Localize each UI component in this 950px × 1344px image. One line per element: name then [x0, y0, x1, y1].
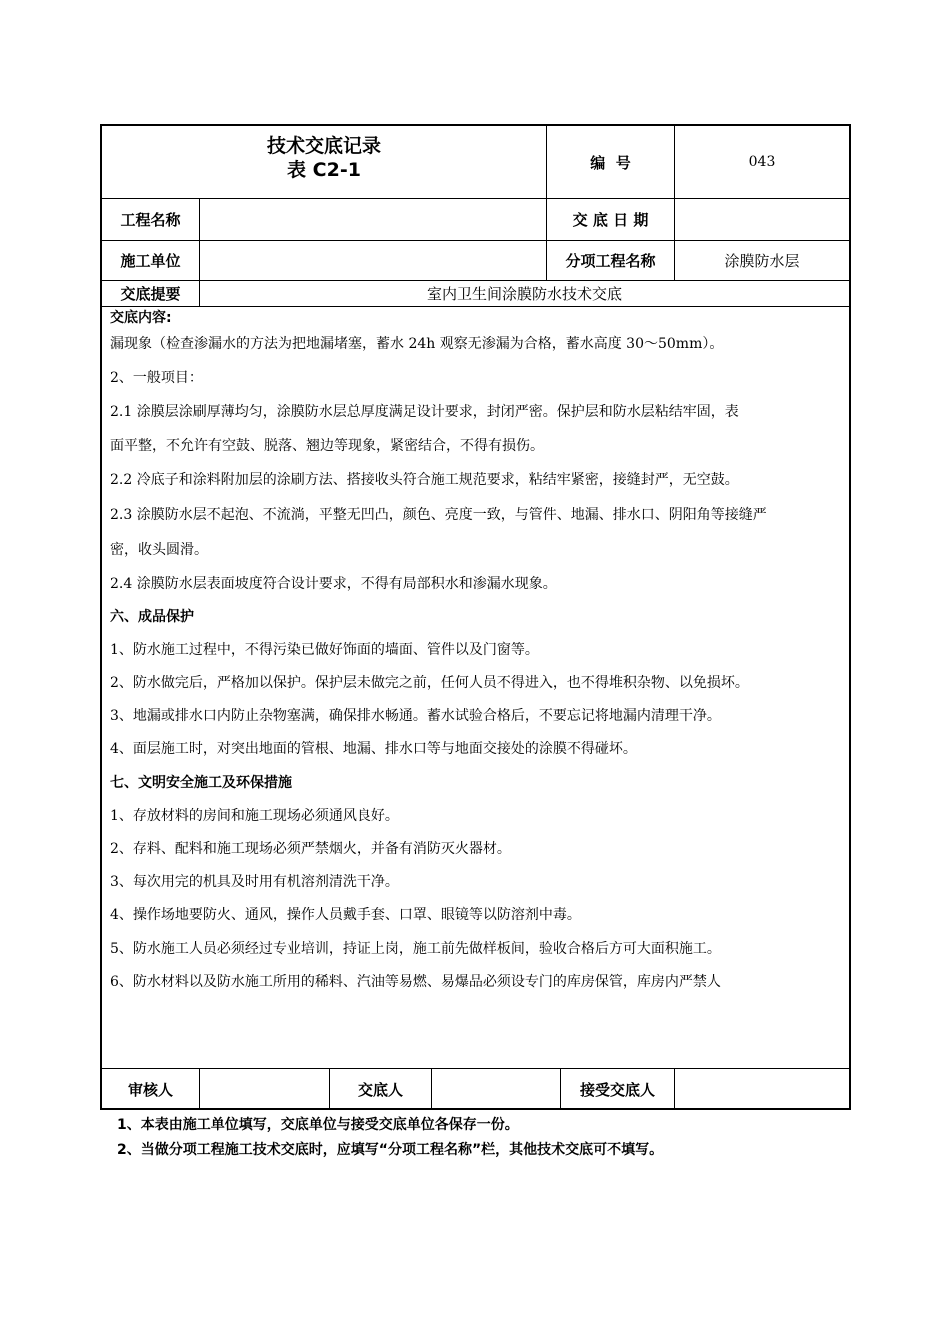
content-line: 面平整，不允许有空鼓、脱落、翘边等现象，紧密结合，不得有损伤。	[110, 438, 544, 454]
content-line: 密，收头圆滑。	[110, 542, 208, 558]
number-label: 编 号	[590, 153, 631, 172]
content-line: 2.3 涂膜防水层不起泡、不流淌，平整无凹凸，颜色、亮度一致，与管件、地漏、排水口、阴阳角等接缝严	[110, 507, 767, 523]
content-line: 2.2 冷底子和涂料附加层的涂刷方法、搭接收头符合施工规范要求，粘结牢紧密，接缝封严，无空鼓。	[110, 472, 739, 488]
number-value: 043	[748, 154, 776, 170]
content-line: 3、每次用完的机具及时用有机溶剂清洗干净。	[110, 874, 399, 890]
rule-summary-bottom	[102, 306, 849, 307]
sub-project-label: 分项工程名称	[565, 252, 656, 270]
discloser-label: 交底人	[357, 1081, 403, 1099]
content-line: 漏现象（检查渗漏水的方法为把地漏堵塞，蓄水 24h 观察无渗漏为合格，蓄水高度 30～50mm）。	[110, 336, 724, 352]
content-line: 2.1 涂膜层涂刷厚薄均匀，涂膜防水层总厚度满足设计要求，封闭严密。保护层和防水层粘结牢固，表	[110, 404, 739, 420]
content-line: 6、防水材料以及防水施工所用的稀料、汽油等易燃、易爆品必须设专门的库房保管，库房内严禁人	[110, 974, 721, 990]
note-1: 1、本表由施工单位填写，交底单位与接受交底单位各保存一份。	[117, 1117, 519, 1133]
content-line: 2、一般项目：	[110, 370, 203, 386]
discloser-field[interactable]	[432, 1069, 560, 1110]
content-line: 4、面层施工时，对突出地面的管根、地漏、排水口等与地面交接处的涂膜不得碰坏。	[110, 741, 637, 757]
content-line: 2、防水做完后，严格加以保护。保护层未做完之前，任何人员不得进入，也不得堆积杂物、以免损坏。	[110, 675, 749, 691]
content-line: 1、存放材料的房间和施工现场必须通风良好。	[110, 808, 399, 824]
summary-value: 室内卫生间涂膜防水技术交底	[426, 285, 622, 303]
unit-label: 施工单位	[120, 252, 181, 270]
receiver-label: 接受交底人	[579, 1081, 655, 1099]
date-field[interactable]	[675, 199, 849, 240]
form-title-line1: 技术交底记录	[266, 135, 381, 157]
project-name-field[interactable]	[200, 199, 546, 240]
reviewer-field[interactable]	[200, 1069, 329, 1110]
form-title	[102, 134, 546, 182]
note-2: 2、当做分项工程施工技术交底时，应填写“分项工程名称”栏，其他技术交底可不填写。	[117, 1142, 664, 1158]
content-line: 5、防水施工人员必须经过专业培训，持证上岗，施工前先做样板间，验收合格后方可大面积施工。	[110, 941, 721, 957]
section-heading: 七、文明安全施工及环保措施	[110, 775, 292, 791]
date-label: 交 底 日 期	[572, 211, 649, 229]
content-line: 1、防水施工过程中，不得污染已做好饰面的墙面、管件以及门窗等。	[110, 642, 539, 658]
content-line: 3、地漏或排水口内防止杂物塞满，确保排水畅通。蓄水试验合格后，不要忘记将地漏内清理干净。	[110, 708, 721, 724]
unit-field[interactable]	[200, 241, 546, 280]
reviewer-label: 审核人	[127, 1081, 173, 1099]
receiver-field[interactable]	[675, 1069, 849, 1110]
content-line: 2、存料、配料和施工现场必须严禁烟火，并备有消防灭火器材。	[110, 841, 511, 857]
disclosure-form	[100, 124, 851, 1110]
content-line: 2.4 涂膜防水层表面坡度符合设计要求，不得有局部积水和渗漏水现象。	[110, 576, 557, 592]
content-label: 交底内容:	[110, 310, 172, 326]
form-title-line2: 表 C2-1	[287, 159, 361, 181]
section-heading: 六、成品保护	[110, 609, 194, 625]
content-line: 4、操作场地要防火、通风，操作人员戴手套、口罩、眼镜等以防溶剂中毒。	[110, 907, 581, 923]
sub-project-value: 涂膜防水层	[724, 252, 800, 270]
summary-label: 交底提要	[120, 285, 181, 303]
project-name-label: 工程名称	[120, 211, 181, 229]
